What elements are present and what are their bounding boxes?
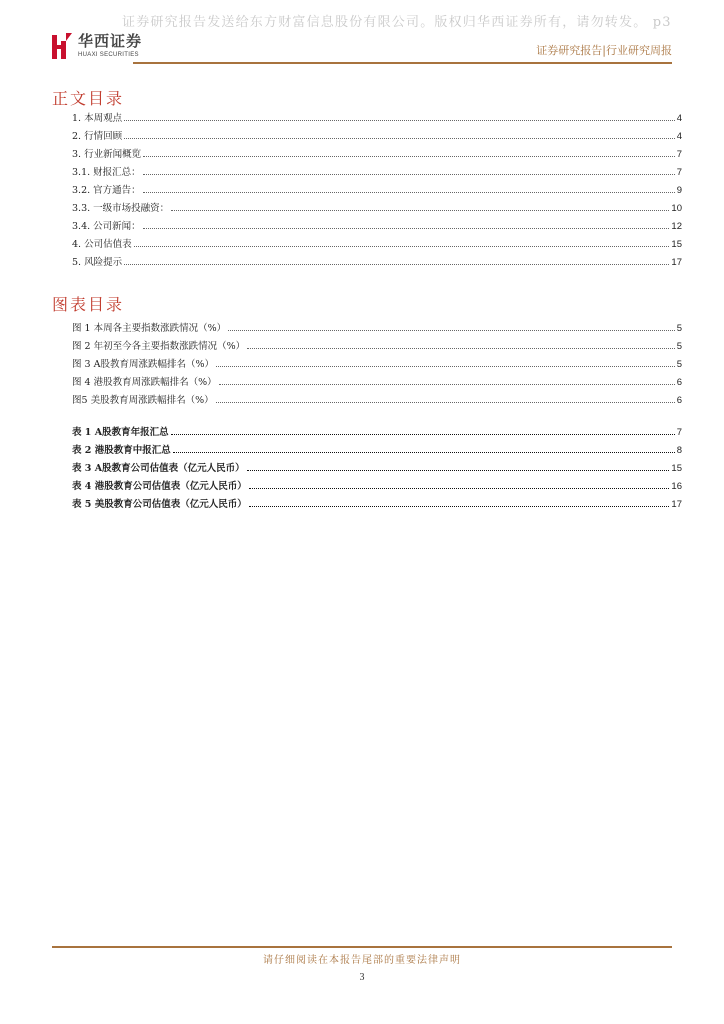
table-entry-label: 表 4 港股教育公司估值表（亿元人民币） (72, 481, 247, 492)
toc-entry[interactable] (72, 196, 682, 214)
footer-divider (52, 946, 672, 948)
company-logo (52, 33, 142, 59)
table-entry-page: 15 (671, 463, 682, 474)
leader-dots (216, 401, 675, 403)
toc-entry-label: 2. 行情回顾 (72, 131, 123, 142)
toc-entry-label: 4. 公司估值表 (72, 239, 132, 250)
huaxi-logo-icon (52, 33, 72, 59)
toc-entry[interactable] (72, 178, 682, 196)
figure-entry-label: 图 3 A股教育周涨跌幅排名（%） (72, 359, 214, 370)
toc-entry-page: 7 (676, 167, 682, 178)
leader-dots (228, 329, 675, 331)
leader-dots (171, 433, 675, 435)
toc-entry-label: 3.4. 公司新闻： (72, 221, 141, 232)
toc-entry-page: 4 (676, 131, 682, 142)
table-entry-label: 表 1 A股教育年报汇总 (72, 427, 169, 438)
toc-entry-page: 4 (676, 113, 682, 124)
leader-dots (124, 119, 675, 121)
figure-entry-label: 图 1 本周各主要指数涨跌情况（%） (72, 323, 227, 334)
leader-dots (143, 155, 675, 157)
table-entry-page: 16 (671, 481, 682, 492)
toc-entry-page: 17 (671, 257, 682, 268)
leader-dots (247, 469, 670, 471)
toc-entry[interactable] (72, 250, 682, 268)
figure-entry[interactable] (72, 334, 682, 352)
figures-toc-title: 图表目录 (52, 295, 125, 314)
figure-entry-label: 图 2 年初至今各主要指数涨跌情况（%） (72, 341, 246, 352)
table-entry-page: 17 (671, 499, 682, 510)
toc-entry[interactable] (72, 124, 682, 142)
figure-entry[interactable] (72, 388, 682, 406)
figure-entry-page: 5 (676, 341, 682, 352)
table-entry[interactable] (72, 492, 682, 510)
leader-dots (247, 347, 675, 349)
toc-entry-page: 7 (676, 149, 682, 160)
toc-entry[interactable] (72, 106, 682, 124)
figure-entry-page: 6 (676, 377, 682, 388)
toc-entry[interactable] (72, 142, 682, 160)
toc-list (72, 106, 682, 268)
leader-dots (173, 451, 675, 453)
figure-entry-label: 图 4 港股教育周涨跌幅排名（%） (72, 377, 217, 388)
toc-entry-page: 9 (676, 185, 682, 196)
logo-chinese-name: 华西证券 (78, 32, 143, 50)
figure-entry[interactable] (72, 352, 682, 370)
toc-entry-page: 12 (671, 221, 682, 232)
table-entry-label: 表 2 港股教育中报汇总 (72, 445, 171, 456)
toc-entry-page: 15 (671, 239, 682, 250)
toc-entry-label: 3.2. 官方通告： (72, 185, 141, 196)
table-entry[interactable] (72, 438, 682, 456)
leader-dots (134, 245, 670, 247)
toc-entry-label: 5. 风险提示 (72, 257, 123, 268)
figure-entry-page: 5 (676, 359, 682, 370)
watermark-text: 证券研究报告发送给东方财富信息股份有限公司。版权归华西证券所有，请勿转发。 p3 (122, 15, 672, 30)
leader-dots (216, 365, 675, 367)
figure-entry-page: 6 (676, 395, 682, 406)
table-entry[interactable] (72, 420, 682, 438)
figure-entry-page: 5 (676, 323, 682, 334)
leader-dots (219, 383, 675, 385)
leader-dots (249, 487, 670, 489)
table-entry[interactable] (72, 456, 682, 474)
table-entry-page: 7 (676, 427, 682, 438)
figures-toc-list (72, 316, 682, 510)
leader-dots (143, 191, 675, 193)
leader-dots (143, 173, 675, 175)
toc-entry-label: 3.3. 一级市场投融资： (72, 203, 170, 214)
toc-entry-page: 10 (671, 203, 682, 214)
figure-entry[interactable] (72, 370, 682, 388)
toc-entry-label: 3. 行业新闻概览 (72, 149, 142, 160)
leader-dots (124, 263, 669, 265)
table-entry-page: 8 (676, 445, 682, 456)
toc-title: 正文目录 (52, 89, 125, 108)
logo-english-name: HUAXI SECURITIES (78, 52, 139, 58)
page-number: 3 (359, 972, 365, 983)
toc-entry[interactable] (72, 232, 682, 250)
toc-entry[interactable] (72, 214, 682, 232)
leader-dots (124, 137, 675, 139)
toc-entry-label: 3.1. 财报汇总： (72, 167, 141, 178)
figure-entry-label: 图5 美股教育周涨跌幅排名（%） (72, 395, 214, 406)
legal-notice: 请仔细阅读在本报告尾部的重要法律声明 (263, 955, 461, 966)
table-entry-label: 表 3 A股教育公司估值表（亿元人民币） (72, 463, 245, 474)
list-spacer (72, 406, 682, 420)
table-entry[interactable] (72, 474, 682, 492)
leader-dots (143, 227, 670, 229)
table-entry-label: 表 5 美股教育公司估值表（亿元人民币） (72, 499, 247, 510)
toc-entry[interactable] (72, 160, 682, 178)
header-divider (133, 62, 672, 64)
leader-dots (171, 209, 669, 211)
leader-dots (249, 505, 670, 507)
toc-entry-label: 1. 本周观点 (72, 113, 123, 124)
figure-entry[interactable] (72, 316, 682, 334)
report-type-label: 证券研究报告|行业研究周报 (536, 44, 672, 57)
